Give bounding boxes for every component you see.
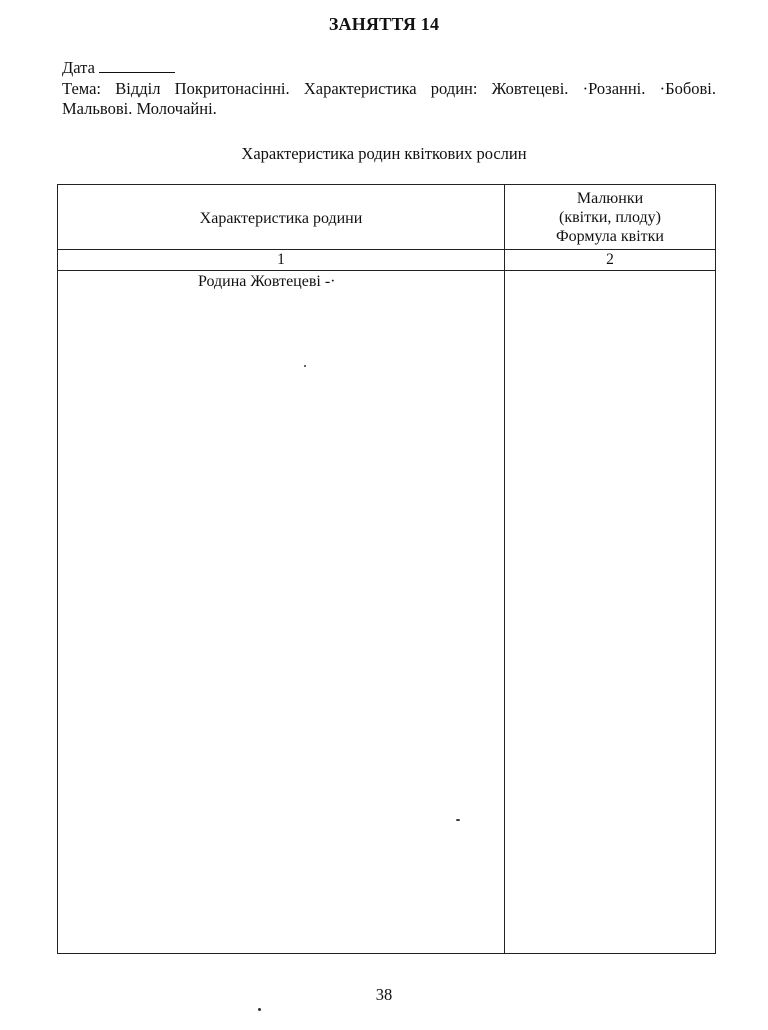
column-header-drawings-line-2: (квітки, плоду): [559, 208, 661, 226]
print-speck: [304, 365, 306, 367]
page-title: ЗАНЯТТЯ 14: [328, 14, 440, 34]
topic-text: Тема: Відділ Покритонасінні. Характеристика родин: Жовтецеві. ·Розанні. ·Бобові. Мальвові. Молочайні.: [62, 79, 716, 118]
families-table: [57, 184, 716, 954]
family-label-ranunculaceae: Родина Жовтецеві -·: [198, 273, 336, 290]
column-number-1: 1: [277, 251, 285, 268]
column-number-2: 2: [606, 251, 614, 268]
print-speck: [456, 819, 460, 821]
column-header-drawings-line-1: Малюнки: [576, 189, 644, 207]
date-label: Дата: [62, 58, 95, 77]
column-header-drawings: [505, 185, 715, 249]
column-header-characteristic: Характеристика родини: [199, 210, 363, 227]
page-number: 38: [375, 985, 393, 1004]
characteristic-fill-area[interactable]: [58, 271, 504, 953]
column-header-drawings-line-3: Формула квітки: [555, 227, 664, 245]
drawings-fill-area[interactable]: [505, 271, 715, 953]
date-blank-field[interactable]: [99, 58, 175, 73]
date-line: [62, 58, 175, 78]
table-caption: Характеристика родин квіткових рослин: [241, 144, 527, 163]
print-speck: [258, 1008, 261, 1011]
